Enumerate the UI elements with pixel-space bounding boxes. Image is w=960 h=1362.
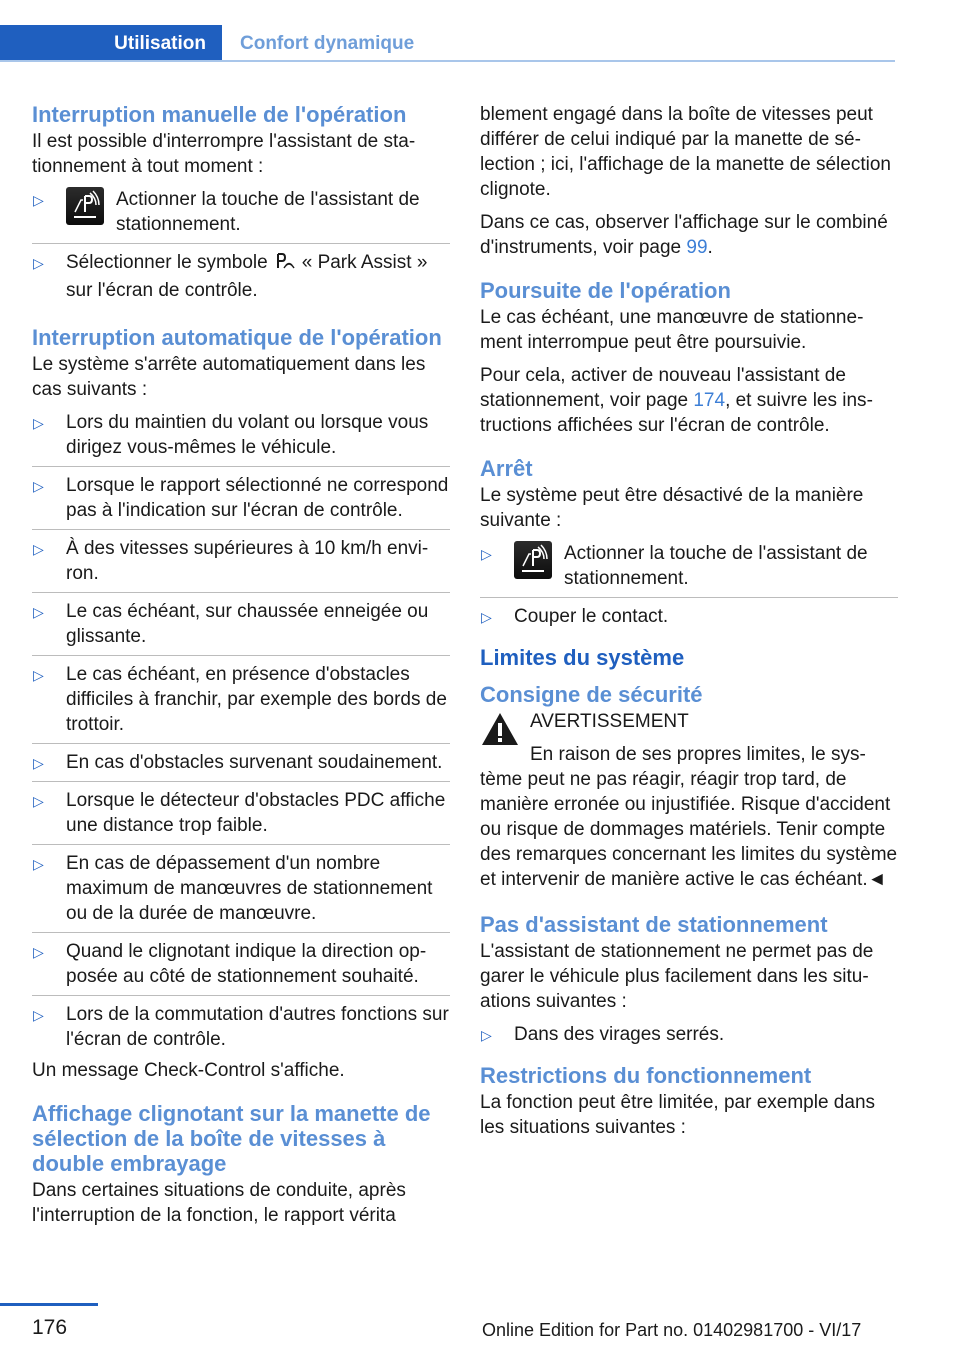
heading-system-limits: Limites du système [480, 645, 685, 670]
no-park-assist-list [480, 1022, 898, 1053]
list-item [32, 243, 450, 309]
right-column [480, 102, 898, 1148]
paragraph-restrictions: La fonction peut être limitée, par exemple dans les situations suivantes : [480, 1092, 876, 1138]
paragraph-blinking-display: Dans certaines situations de conduite, après l'interruption de la fonction, le rapport vérita [32, 1180, 406, 1226]
triangle-bullet-icon: ▷ [33, 192, 44, 208]
manual-interruption-list [32, 187, 450, 309]
list-item [480, 1022, 898, 1053]
heading-automatic-interruption: Interruption automatique de l'opération [32, 325, 442, 350]
list-item-text: En cas d'obstacles survenant soudainement. [66, 752, 443, 773]
triangle-bullet-icon: ▷ [33, 944, 44, 960]
list-item [32, 844, 450, 932]
heading-no-park-assist: Pas d'assistant de stationnement [480, 912, 828, 937]
paragraph-manual-interruption: Il est possible d'interrompre l'assistant de stationnement à tout moment : [32, 131, 416, 177]
edition-info: Online Edition for Part no. 01402981700 - VI/17 [482, 1320, 862, 1340]
list-item-text: Actionner la touche de l'assistant de stationnement. [116, 189, 420, 235]
triangle-bullet-icon: ▷ [481, 1027, 492, 1043]
triangle-bullet-icon: ▷ [33, 856, 44, 872]
paragraph-text: . [707, 237, 713, 258]
paragraph-resume: Le cas échéant, une manœuvre de stationnement interrompue peut être poursuivie. [480, 307, 864, 353]
paragraph-observe [480, 210, 898, 260]
triangle-bullet-icon: ▷ [33, 541, 44, 557]
list-item [480, 597, 898, 635]
header-divider [0, 60, 895, 62]
list-item-text: Lorsque le détecteur d'obstacles PDC affiche une distance trop faible. [66, 790, 446, 836]
heading-blinking-display: Affichage clignotant sur la manette de sélection de la boîte de vitesses à double embrayage [32, 1101, 431, 1176]
paragraph-resume-2 [480, 363, 898, 438]
paragraph-text: Dans ce cas, observer l'affichage sur le combiné d'instruments, voir page [480, 212, 888, 258]
list-item-text: En cas de dépassement d'un nombre maximum de manœuvres de stationnement ou de la durée de manœuvre. [66, 853, 433, 924]
list-item [32, 743, 450, 781]
footer-divider [0, 1303, 98, 1306]
triangle-bullet-icon: ▷ [33, 793, 44, 809]
page-link-174[interactable]: 174 [693, 390, 726, 411]
triangle-bullet-icon: ▷ [33, 478, 44, 494]
triangle-bullet-icon: ▷ [481, 546, 492, 562]
list-item-text: Lors de la commutation d'autres fonctions sur l'écran de contrôle. [66, 1004, 449, 1050]
heading-manual-interruption: Interruption manuelle de l'opération [32, 102, 407, 127]
page-header [0, 0, 960, 64]
heading-resume: Poursuite de l'opération [480, 278, 731, 303]
paragraph-automatic-interruption: Le système s'arrête automatiquement dans les cas suivants : [32, 354, 426, 400]
page-number: 176 [32, 1316, 68, 1339]
paragraph-text: , et suivre les instructions affichées sur l'écran de contrôle. [480, 390, 873, 436]
list-item-text: Actionner la touche de l'assistant de stationnement. [564, 543, 868, 589]
paragraph-continued: blement engagé dans la boîte de vitesses peut différer de celui indiqué par la manette de sélection ; ici, l'affichage de la manette de sélection clignote. [480, 104, 891, 200]
warning-triangle-icon [480, 711, 520, 754]
left-column [32, 102, 450, 1236]
paragraph-no-park-assist: L'assistant de stationnement ne permet pas de garer le véhicule plus facilement dans les situations suivantes : [480, 941, 874, 1012]
list-item-text: Lors du maintien du volant ou lorsque vous dirigez vous-mêmes le véhicule. [66, 412, 429, 458]
heading-stop: Arrêt [480, 456, 533, 481]
list-item [32, 932, 450, 995]
list-item-text: Quand le clignotant indique la direction opposée au côté de stationnement souhaité. [66, 941, 427, 987]
page-link-99[interactable]: 99 [686, 237, 708, 258]
list-item [32, 592, 450, 655]
paragraph-check-control: Un message Check-Control s'affiche. [32, 1060, 345, 1081]
paragraph-text: Pour cela, activer de nouveau l'assistant de stationnement, voir page [480, 365, 846, 411]
park-assist-symbol-icon [274, 251, 296, 278]
triangle-bullet-icon: ▷ [33, 255, 44, 271]
list-item-text: Sélectionner le symbole [66, 252, 268, 273]
list-item-text: Dans des virages serrés. [514, 1024, 725, 1045]
list-item-text: Couper le contact. [514, 606, 669, 627]
warning-text: En raison de ses propres limites, le système peut ne pas réagir, réagir trop tard, de manière erronée ou injustifiée. Risque d'accident ou risque de dommages matériels. Tenir compte des remarques concernant les limites du système et intervenir de manière active le cas échéant.◄ [480, 744, 898, 890]
triangle-bullet-icon: ▷ [33, 415, 44, 431]
park-assist-button-icon [514, 541, 552, 579]
list-item [32, 995, 450, 1058]
list-item-text: Le cas échéant, en présence d'obstacles difficiles à franchir, par exemple des bords de trottoir. [66, 664, 447, 735]
warning-block [480, 709, 898, 892]
tab-utilisation[interactable]: Utilisation [0, 25, 222, 62]
list-item-text: Le cas échéant, sur chaussée enneigée ou glissante. [66, 601, 429, 647]
triangle-bullet-icon: ▷ [481, 609, 492, 625]
list-item-text: « Park Assist » sur l'écran de contrôle. [66, 252, 428, 301]
list-item-text: Lorsque le rapport sélectionné ne correspond pas à l'indication sur l'écran de contrôle. [66, 475, 449, 521]
heading-safety-notice: Consigne de sécurité [480, 682, 703, 707]
tab-confort-dynamique[interactable]: Confort dynamique [240, 33, 415, 54]
triangle-bullet-icon: ▷ [33, 1007, 44, 1023]
triangle-bullet-icon: ▷ [33, 667, 44, 683]
triangle-bullet-icon: ▷ [33, 755, 44, 771]
list-item [32, 187, 450, 243]
list-item-text: À des vitesses supérieures à 10 km/h environ. [66, 538, 429, 584]
warning-title: AVERTISSEMENT [530, 711, 689, 732]
paragraph-stop: Le système peut être désactivé de la manière suivante : [480, 485, 864, 531]
list-item [32, 655, 450, 743]
list-item [32, 466, 450, 529]
list-item [480, 541, 898, 597]
heading-restrictions: Restrictions du fonctionnement [480, 1063, 812, 1088]
list-item [32, 410, 450, 466]
stop-list [480, 541, 898, 635]
automatic-interruption-list [32, 410, 450, 1058]
park-assist-button-icon [66, 187, 104, 225]
list-item [32, 529, 450, 592]
triangle-bullet-icon: ▷ [33, 604, 44, 620]
list-item [32, 781, 450, 844]
